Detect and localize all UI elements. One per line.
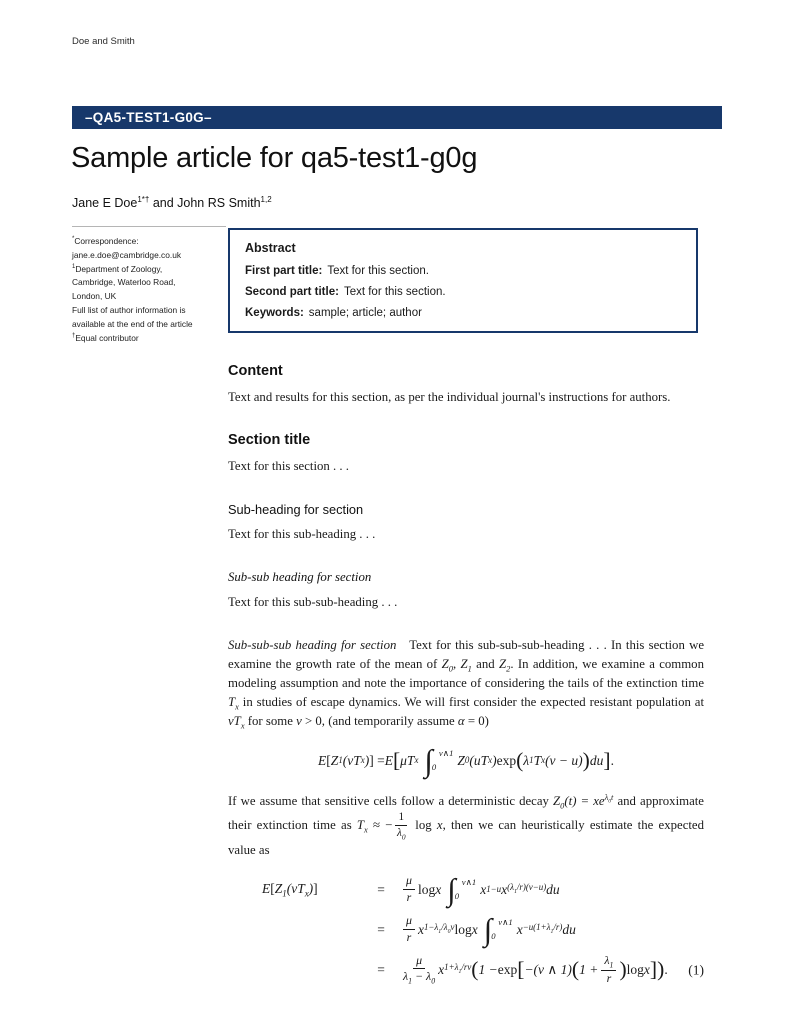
equation-row-1 (228, 871, 704, 907)
author-2-name: John RS Smith (177, 196, 261, 211)
content-paragraph: Text and results for this section, as per the individual journal's instructions for authors. (228, 390, 671, 404)
banner-label: –QA5-TEST1-G0G– (85, 110, 212, 125)
author-1-affiliation-marks: 1*† (137, 195, 150, 204)
subsubheading-text: Text for this sub-sub-heading . . . (228, 595, 398, 609)
author-joiner: and (149, 196, 178, 211)
section-title-text: Text for this section . . . (228, 459, 350, 473)
estimate-paragraph: If we assume that sensitive cells follow a deterministic decay $Z_0(t) = xe^{\lambda_0t}$ and approximate their extinction time as $T_x$ ≈ − $\frac{1}{\lambda_0}$ log x, then we can heuristically estimate the expected value as (228, 791, 705, 857)
abstract-keywords-text: sample; article; author (308, 307, 422, 319)
equation-row-2 (228, 911, 704, 947)
subheading: Sub-heading for section (228, 502, 364, 517)
abstract-box (228, 228, 698, 333)
abstract-part-2 (245, 286, 681, 298)
equation-rhs-3: μ $\lambda_1 - \lambda_0$ x $1+\lambda_1/rv$ ( 1 − exp [ −(v ∧ 1) ( 1 + $\frac{\lambda_1}{r}$ ) log x ] ) . (403, 952, 668, 986)
equation-row-3 (228, 954, 704, 986)
sidebar-line-affiliation-1: $^1$Department of Zoology, (72, 263, 163, 274)
equals-sign: = (377, 881, 385, 897)
sidebar-divider (72, 226, 226, 227)
article-body (228, 362, 704, 995)
author-line (72, 195, 272, 210)
correspondence-sidebar (72, 226, 226, 343)
author-1-name: Jane E Doe (72, 196, 138, 211)
sidebar-line-email: jane.e.doe@cambridge.co.uk (72, 249, 182, 260)
subsubheading: Sub-sub heading for section (228, 570, 372, 584)
abstract-keywords-label: Keywords: (245, 307, 304, 319)
equation-rhs-2: μ r x $1-\lambda_1/\lambda_0v$ log x ∫ v∧1 0 x $-u(1+\lambda_1/r)$ du (400, 914, 576, 945)
section-title-heading: Section title (228, 432, 311, 448)
journal-banner (72, 106, 722, 129)
equation-number: (1) (688, 962, 704, 978)
abstract-part-1-text: Text for this section. (327, 265, 429, 277)
abstract-part-1 (245, 265, 681, 277)
sidebar-line-correspondence: *Correspondence: (72, 235, 139, 246)
abstract-part-1-label: First part title: (245, 265, 323, 277)
display-equation: E [ Z 1 (vT x ) ] = E [ μT x ∫ v∧1 0 Z 0 (uT x ) exp ( λ 1 T x (v − u) ) du ] . (318, 743, 614, 778)
abstract-part-2-text: Text for this section. (343, 286, 446, 298)
sidebar-line-fulllist-2: available at the end of the article (72, 318, 193, 329)
subheading-text: Text for this sub-heading . . . (228, 527, 376, 541)
equals-sign: = (377, 921, 385, 937)
abstract-part-2-label: Second part title: (245, 286, 339, 298)
sidebar-line-affiliation-2: Cambridge, Waterloo Road, (72, 277, 176, 288)
equation-lhs: $E[Z_1(vT_x)]$ (262, 881, 318, 900)
section-title-section (228, 431, 704, 476)
runin-paragraph: Sub-sub-sub heading for section Text for this sub-sub-sub-heading . . . In this section we examine the growth rate of the mean of $Z_0$, $Z_1$ and $Z_2$. In addition, we examine a common modeling assumption and note the importance of considering the tails of the extinction time $T_x$ in studies of escape dynamics. We will first consider the expected resistant population at $vT_x$ for some v > 0, (and temporarily assume α = 0) (228, 638, 705, 731)
subsubheading-section (228, 568, 704, 612)
sidebar-line-equal-contributor: †Equal contributor (72, 332, 139, 343)
content-section (228, 362, 704, 407)
abstract-title: Abstract (245, 241, 296, 255)
abstract-keywords (245, 307, 681, 319)
subheading-section (228, 500, 704, 544)
running-head: Doe and Smith (72, 36, 135, 47)
sidebar-line-fulllist-1: Full list of author information is (72, 304, 186, 315)
content-heading: Content (228, 363, 283, 379)
article-title: Sample article for qa5-test1-g0g (71, 142, 478, 174)
aligned-equation-block (228, 871, 704, 986)
author-2-affiliation-marks: 1,2 (260, 195, 272, 204)
sidebar-line-affiliation-3: London, UK (72, 290, 117, 301)
equation-rhs-1: μ r log x ∫ v∧1 0 x 1−u x $(\lambda_1/r)(v-u)$ du (400, 874, 560, 905)
equals-sign: = (377, 962, 385, 978)
